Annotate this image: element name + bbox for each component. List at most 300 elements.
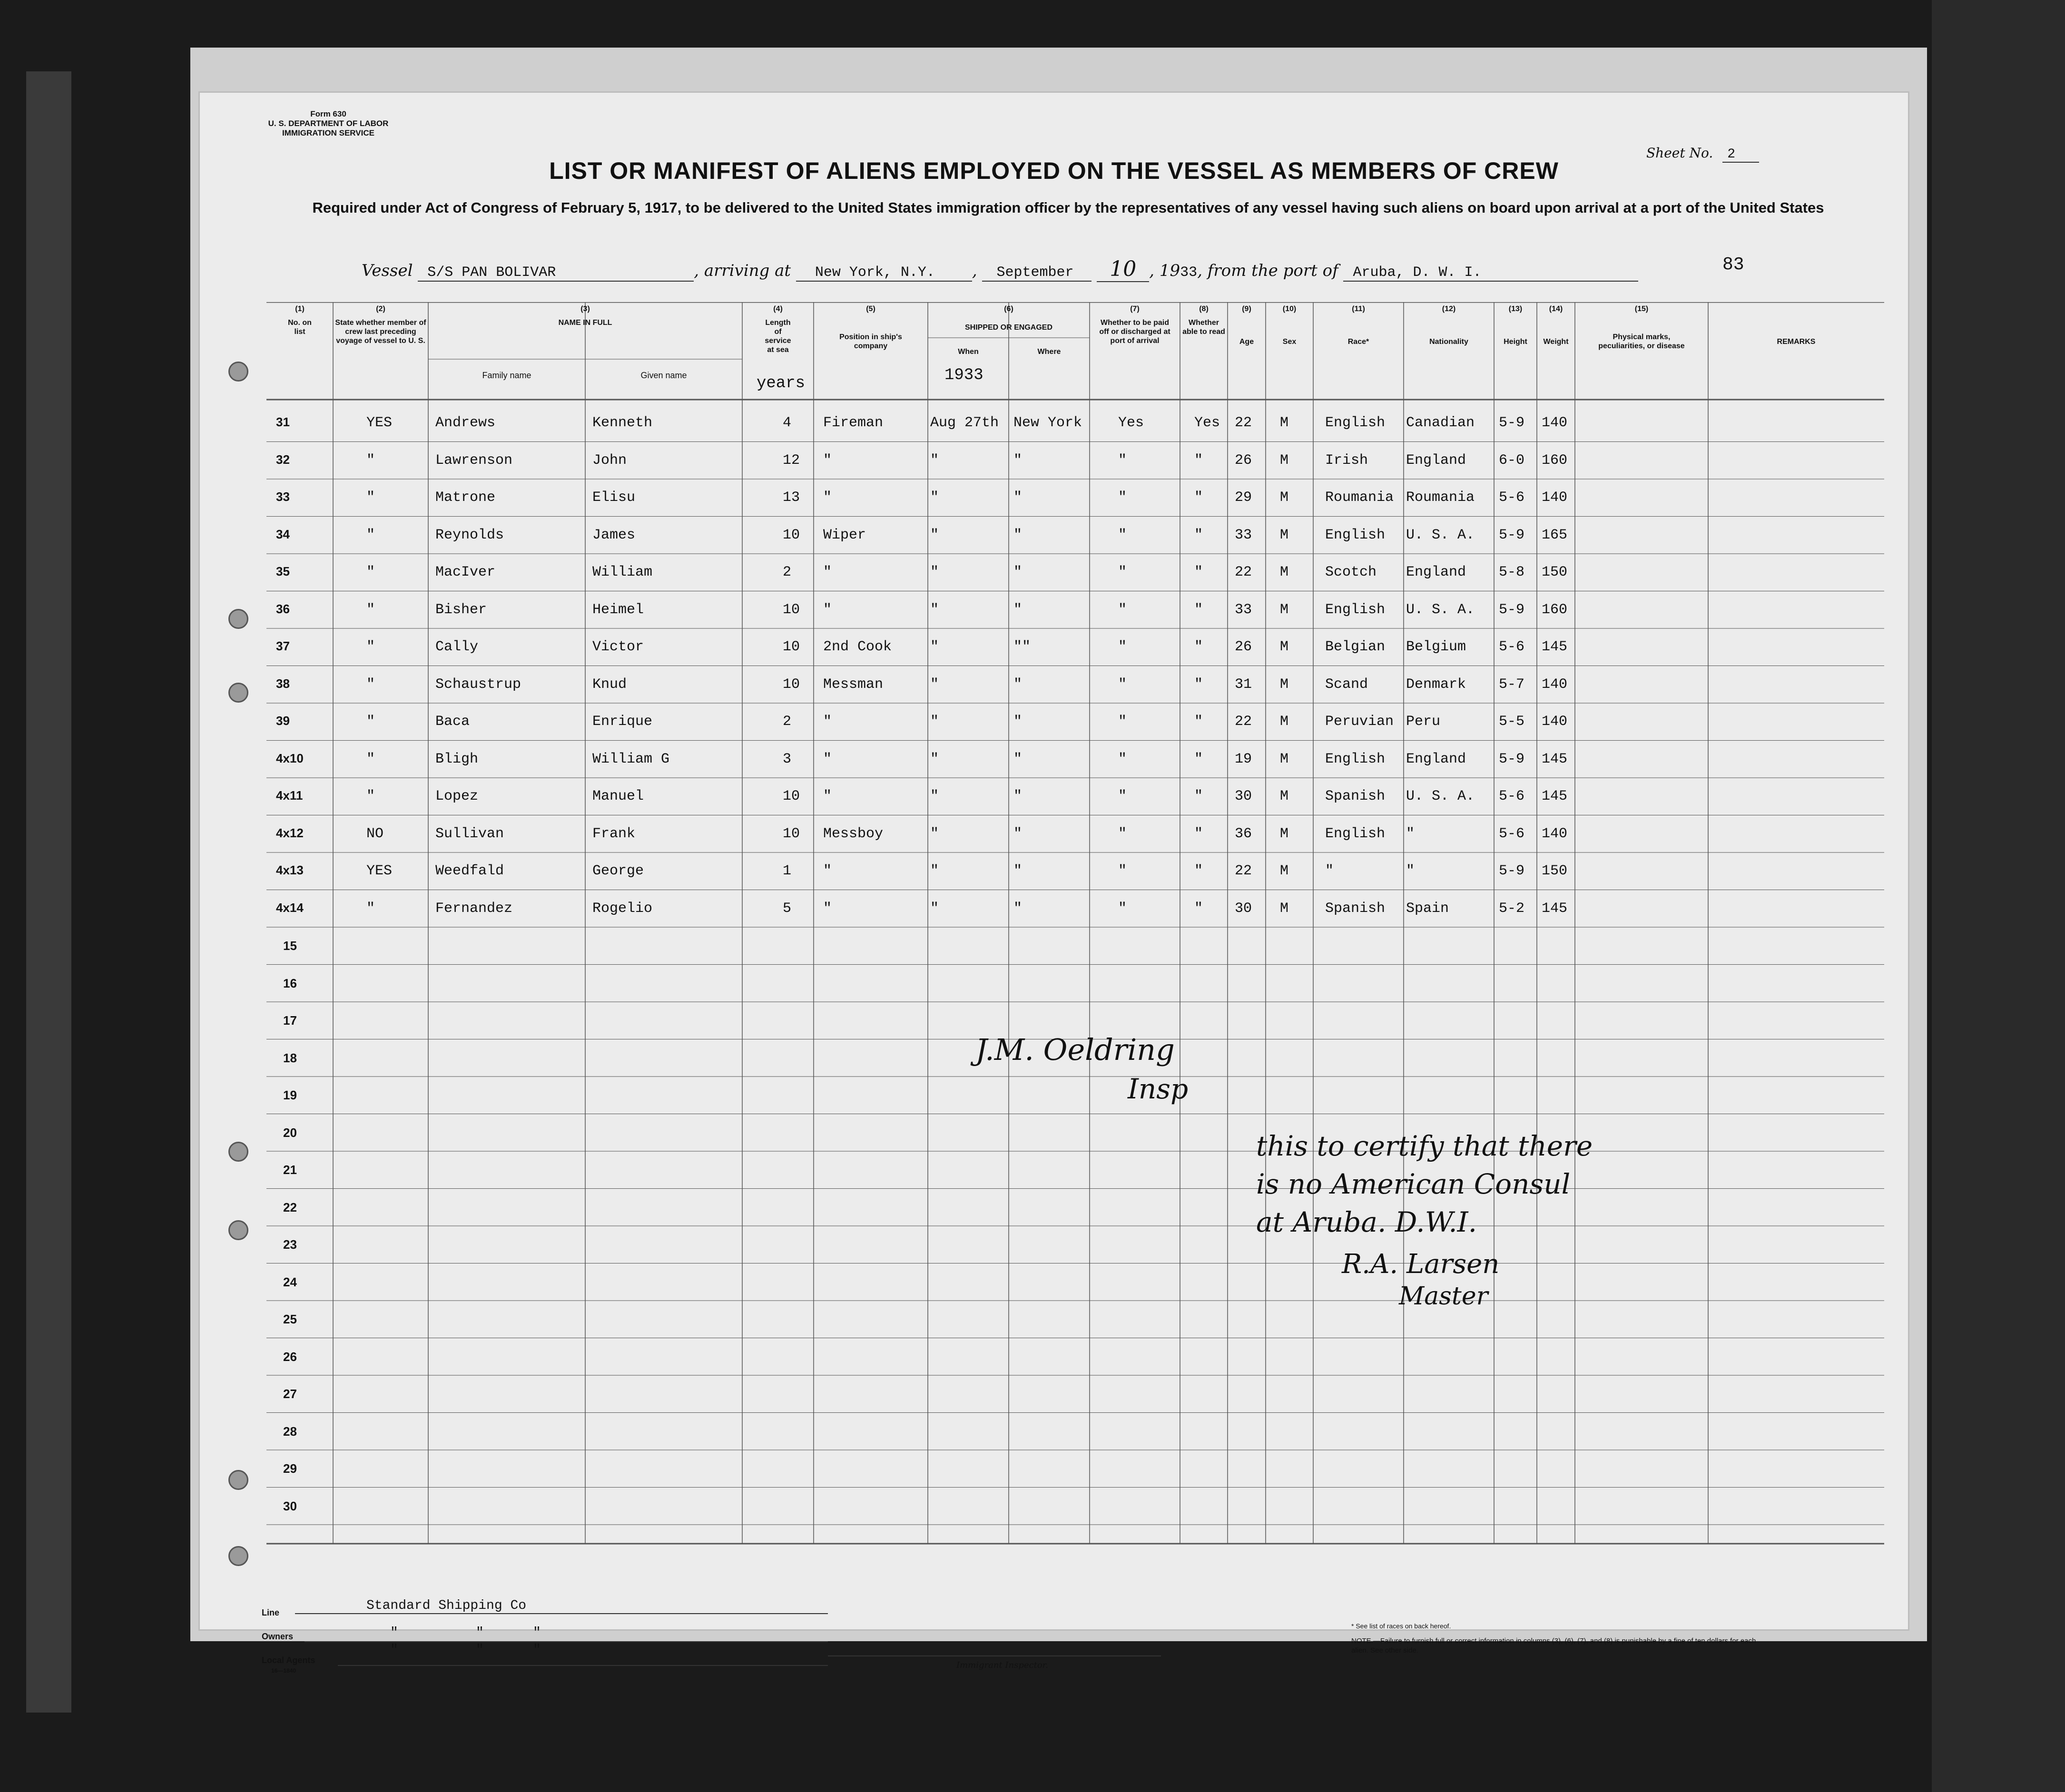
nationality-cell: Belgium [1406, 639, 1466, 655]
shipped-where-cell: " [1013, 601, 1023, 618]
sex-cell: M [1280, 452, 1289, 469]
weight-cell: 140 [1542, 415, 1568, 431]
age-cell: 33 [1235, 601, 1252, 618]
empty-row-number: 15 [283, 939, 297, 953]
agents-ditto-1: " [390, 1643, 398, 1657]
height-cell: 6-0 [1499, 452, 1525, 469]
able-to-read-cell: " [1194, 751, 1203, 767]
shipped-where-cell: New York [1013, 415, 1082, 431]
races-note: * See list of races on back hereof. [1351, 1622, 1451, 1630]
col7-header: (7) Whether to be paid off or discharged at port of arrival [1099, 305, 1170, 345]
shipped-where-cell: " [1013, 452, 1023, 469]
given-name-cell: Kenneth [592, 415, 653, 431]
binder-hole [228, 1546, 248, 1566]
position-cell: " [823, 751, 832, 767]
owners-ditto-1: " [390, 1626, 398, 1640]
prev-voyage-cell: YES [366, 863, 393, 879]
paid-off-cell: " [1118, 788, 1127, 804]
paid-off-cell: Yes [1118, 415, 1144, 431]
able-to-read-cell: " [1194, 863, 1203, 879]
shipped-where-cell: "" [1013, 639, 1031, 655]
binder-hole [228, 1470, 248, 1490]
given-name-cell: William G [592, 751, 670, 767]
shipped-when-cell: " [930, 900, 939, 917]
race-cell: English [1325, 415, 1386, 431]
owners-ditto-2: " [476, 1626, 484, 1640]
agents-line [338, 1665, 828, 1666]
prev-voyage-cell: " [366, 900, 375, 917]
shipped-where-cell: " [1013, 490, 1023, 506]
height-cell: 5-6 [1499, 490, 1525, 506]
empty-row-number: 27 [283, 1387, 297, 1401]
height-cell: 5-9 [1499, 527, 1525, 543]
vessel-name: S/S PAN BOLIVAR [418, 264, 694, 282]
weight-cell: 140 [1542, 714, 1568, 730]
sex-cell: M [1280, 788, 1289, 804]
weight-cell: 140 [1542, 825, 1568, 842]
age-cell: 22 [1235, 863, 1252, 879]
given-name-cell: Knud [592, 676, 627, 693]
col3a-header: Family name [482, 371, 531, 380]
col6a-year-note: 1933 [944, 366, 983, 384]
able-to-read-cell: " [1194, 527, 1203, 543]
col12-header: (12) Nationality [1429, 305, 1468, 346]
able-to-read-cell: " [1194, 714, 1203, 730]
row-number: 34 [276, 527, 290, 541]
age-cell: 29 [1235, 490, 1252, 506]
given-name-cell: John [592, 452, 627, 469]
col13-header: (13) Height [1504, 305, 1527, 346]
position-cell: " [823, 490, 832, 506]
position-cell: " [823, 863, 832, 879]
row-number: 36 [276, 601, 290, 616]
line-value: Standard Shipping Co [295, 1598, 828, 1614]
empty-row-number: 23 [283, 1237, 297, 1252]
paid-off-cell: " [1118, 564, 1127, 580]
col3-header: (3) NAME IN FULL [558, 305, 612, 327]
row-number: 38 [276, 676, 290, 691]
family-name-cell: Bisher [435, 601, 487, 618]
given-name-cell: Frank [592, 825, 636, 842]
empty-row-number: 26 [283, 1349, 297, 1364]
paid-off-cell: " [1118, 527, 1127, 543]
prev-voyage-cell: " [366, 676, 375, 693]
inspector-signature-line [828, 1655, 1161, 1656]
inspector-label: Immigrant Inspector. [956, 1660, 1049, 1670]
prev-voyage-cell: " [366, 452, 375, 469]
col8-header: (8) Whether able to read [1182, 305, 1225, 336]
shipped-where-cell: " [1013, 527, 1023, 543]
age-cell: 33 [1235, 527, 1252, 543]
sheet-number-label: Sheet No. [1646, 145, 1713, 161]
position-cell: " [823, 788, 832, 804]
col14-header: (14) Weight [1543, 305, 1569, 346]
shipped-when-cell: " [930, 714, 939, 730]
inspector-title: Insp [1128, 1073, 1189, 1105]
sex-cell: M [1280, 527, 1289, 543]
nationality-cell: England [1406, 751, 1466, 767]
row-number: 4x10 [276, 751, 304, 765]
age-cell: 22 [1235, 415, 1252, 431]
able-to-read-cell: " [1194, 825, 1203, 842]
race-cell: Spanish [1325, 788, 1386, 804]
nationality-cell: England [1406, 564, 1466, 580]
shipped-when-cell: " [930, 601, 939, 618]
family-name-cell: Matrone [435, 490, 496, 506]
weight-cell: 150 [1542, 564, 1568, 580]
weight-cell: 150 [1542, 863, 1568, 879]
sex-cell: M [1280, 676, 1289, 693]
sex-cell: M [1280, 900, 1289, 917]
paid-off-cell: " [1118, 452, 1127, 469]
nationality-cell: Canadian [1406, 415, 1475, 431]
years-at-sea-cell: 10 [783, 788, 800, 804]
voyage-line: Vessel S/S PAN BOLIVAR , arriving at New York, N.Y. , September 10 , 1933, from the port of Aruba, D. W. I. [362, 257, 1638, 282]
paid-off-cell: " [1118, 601, 1127, 618]
empty-row-number: 16 [283, 976, 297, 990]
row-number: 4x11 [276, 788, 303, 803]
agents-ditto-2: " [476, 1643, 484, 1657]
age-cell: 30 [1235, 788, 1252, 804]
given-name-cell: Rogelio [592, 900, 653, 917]
height-cell: 5-7 [1499, 676, 1525, 693]
sex-cell: M [1280, 564, 1289, 580]
certify-line-1: this to certify that there [1256, 1130, 1593, 1162]
year-suffix: 33 [1180, 264, 1198, 281]
page-number: 83 [1722, 255, 1744, 275]
master-title: Master [1399, 1282, 1488, 1311]
position-cell: " [823, 564, 832, 580]
page-title: LIST OR MANIFEST OF ALIENS EMPLOYED ON THE VESSEL AS MEMBERS OF CREW [549, 157, 1559, 184]
years-at-sea-cell: 2 [783, 714, 792, 730]
nationality-cell: U. S. A. [1406, 788, 1475, 804]
family-name-cell: Sullivan [435, 825, 504, 842]
department-name: U. S. DEPARTMENT OF LABOR [268, 119, 389, 128]
shipped-when-cell: " [930, 452, 939, 469]
scan-edge-right [1932, 0, 2065, 1792]
years-at-sea-cell: 1 [783, 863, 792, 879]
owners-ditto-3: " [533, 1626, 541, 1640]
prev-voyage-cell: " [366, 639, 375, 655]
scan-edge-left [26, 71, 71, 1713]
nationality-cell: England [1406, 452, 1466, 469]
col6-header: (6) SHIPPED OR ENGAGED [964, 305, 1053, 332]
nationality-cell: U. S. A. [1406, 527, 1475, 543]
weight-cell: 160 [1542, 452, 1568, 469]
nationality-cell: U. S. A. [1406, 601, 1475, 618]
col4-header: (4) Length of service at sea [765, 305, 791, 354]
years-at-sea-cell: 10 [783, 527, 800, 543]
sex-cell: M [1280, 490, 1289, 506]
paid-off-cell: " [1118, 714, 1127, 730]
manifest-sheet [200, 93, 1908, 1674]
given-name-cell: William [592, 564, 653, 580]
arrival-port: New York, N.Y. [796, 264, 972, 282]
form-number: Form 630 [310, 109, 346, 118]
nationality-cell: Denmark [1406, 676, 1466, 693]
sex-cell: M [1280, 751, 1289, 767]
able-to-read-cell: " [1194, 601, 1203, 618]
weight-cell: 160 [1542, 601, 1568, 618]
race-cell: English [1325, 601, 1386, 618]
shipped-when-cell: Aug 27th [930, 415, 999, 431]
age-cell: 22 [1235, 564, 1252, 580]
nationality-cell: " [1406, 863, 1415, 879]
age-cell: 26 [1235, 452, 1252, 469]
binder-hole [228, 362, 248, 382]
shipped-where-cell: " [1013, 863, 1023, 879]
race-cell: Scand [1325, 676, 1368, 693]
empty-row-number: 22 [283, 1200, 297, 1214]
shipped-when-cell: " [930, 527, 939, 543]
race-cell: " [1325, 863, 1334, 879]
able-to-read-cell: " [1194, 900, 1203, 917]
age-cell: 36 [1235, 825, 1252, 842]
shipped-where-cell: " [1013, 714, 1023, 730]
shipped-where-cell: " [1013, 564, 1023, 580]
col4-years-note: years [757, 374, 806, 392]
family-name-cell: Fernandez [435, 900, 513, 917]
sex-cell: M [1280, 714, 1289, 730]
weight-cell: 145 [1542, 639, 1568, 655]
height-cell: 5-9 [1499, 601, 1525, 618]
position-cell: 2nd Cook [823, 639, 892, 655]
position-cell: Fireman [823, 415, 884, 431]
row-number: 4x12 [276, 825, 304, 840]
prev-voyage-cell: " [366, 751, 375, 767]
age-cell: 22 [1235, 714, 1252, 730]
years-at-sea-cell: 5 [783, 900, 792, 917]
agents-label: Local Agents [262, 1655, 315, 1665]
col11-header: (11) Race* [1347, 305, 1369, 346]
form-identifier [257, 109, 400, 138]
race-cell: English [1325, 751, 1386, 767]
col3b-header: Given name [640, 371, 687, 380]
agents-code: 16—1840 [271, 1667, 296, 1674]
years-at-sea-cell: 12 [783, 452, 800, 469]
weight-cell: 145 [1542, 788, 1568, 804]
owners-line [305, 1641, 828, 1642]
table-grid-lines [266, 302, 1884, 1582]
vessel-label: Vessel [362, 261, 413, 280]
family-name-cell: Reynolds [435, 527, 504, 543]
binder-hole [228, 1220, 248, 1240]
given-name-cell: Enrique [592, 714, 653, 730]
shipped-where-cell: " [1013, 788, 1023, 804]
prev-voyage-cell: " [366, 564, 375, 580]
race-cell: Belgian [1325, 639, 1386, 655]
able-to-read-cell: " [1194, 639, 1203, 655]
nationality-cell: Roumania [1406, 490, 1475, 506]
years-at-sea-cell: 4 [783, 415, 792, 431]
race-cell: Scotch [1325, 564, 1377, 580]
position-cell: " [823, 714, 832, 730]
given-name-cell: James [592, 527, 636, 543]
position-cell: Messboy [823, 825, 884, 842]
age-cell: 19 [1235, 751, 1252, 767]
family-name-cell: Schaustrup [435, 676, 521, 693]
prev-voyage-cell: " [366, 490, 375, 506]
shipped-when-cell: " [930, 751, 939, 767]
nationality-cell: " [1406, 825, 1415, 842]
shipped-when-cell: " [930, 788, 939, 804]
weight-cell: 145 [1542, 751, 1568, 767]
family-name-cell: Cally [435, 639, 479, 655]
col16-header: REMARKS [1777, 338, 1816, 346]
col5-header: (5) Position in ship's company [839, 305, 902, 350]
row-number: 39 [276, 714, 290, 728]
position-cell: " [823, 601, 832, 618]
sex-cell: M [1280, 825, 1289, 842]
empty-row-number: 30 [283, 1498, 297, 1513]
arrival-day: 10 [1097, 257, 1149, 282]
row-number: 4x13 [276, 863, 304, 877]
height-cell: 5-6 [1499, 788, 1525, 804]
prev-voyage-cell: " [366, 601, 375, 618]
empty-row-number: 28 [283, 1424, 297, 1439]
weight-cell: 145 [1542, 900, 1568, 917]
height-cell: 5-9 [1499, 863, 1525, 879]
shipped-when-cell: " [930, 825, 939, 842]
empty-row-number: 20 [283, 1125, 297, 1140]
row-number: 33 [276, 490, 290, 504]
penalty-note: NOTE.—Failure to furnish full or correct information in columns (3), (6), (7), and (8) is punishable by a fine of ten dollars for each alien. See other side. [1351, 1637, 1756, 1655]
family-name-cell: Lopez [435, 788, 479, 804]
prev-voyage-cell: " [366, 527, 375, 543]
race-cell: English [1325, 825, 1386, 842]
family-name-cell: Bligh [435, 751, 479, 767]
departure-port: Aruba, D. W. I. [1343, 264, 1638, 282]
paid-off-cell: " [1118, 900, 1127, 917]
empty-row-number: 18 [283, 1050, 297, 1065]
weight-cell: 140 [1542, 490, 1568, 506]
height-cell: 5-5 [1499, 714, 1525, 730]
service-name: IMMIGRATION SERVICE [282, 128, 374, 137]
paid-off-cell: " [1118, 676, 1127, 693]
height-cell: 5-6 [1499, 825, 1525, 842]
age-cell: 31 [1235, 676, 1252, 693]
prev-voyage-cell: " [366, 714, 375, 730]
able-to-read-cell: " [1194, 490, 1203, 506]
binder-hole [228, 1142, 248, 1162]
paid-off-cell: " [1118, 863, 1127, 879]
empty-row-number: 19 [283, 1088, 297, 1102]
empty-row-number: 29 [283, 1461, 297, 1476]
shipped-when-cell: " [930, 490, 939, 506]
weight-cell: 140 [1542, 676, 1568, 693]
page-subtitle: Required under Act of Congress of February 5, 1917, to be delivered to the United States immigration officer by the representatives of any vessel having such aliens on board upon arrival at a port of the United States [312, 199, 1824, 216]
shipped-where-cell: " [1013, 751, 1023, 767]
paid-off-cell: " [1118, 825, 1127, 842]
sex-cell: M [1280, 639, 1289, 655]
height-cell: 5-9 [1499, 751, 1525, 767]
col15-header: (15) Physical marks, peculiarities, or disease [1598, 305, 1685, 350]
line-label: Line [262, 1608, 280, 1617]
years-at-sea-cell: 10 [783, 601, 800, 618]
certify-line-2: is no American Consul [1256, 1168, 1571, 1200]
shipped-when-cell: " [930, 676, 939, 693]
col1-header: (1) No. on list [288, 305, 312, 336]
race-cell: Roumania [1325, 490, 1394, 506]
sex-cell: M [1280, 601, 1289, 618]
able-to-read-cell: Yes [1194, 415, 1220, 431]
position-cell: " [823, 900, 832, 917]
given-name-cell: George [592, 863, 644, 879]
years-at-sea-cell: 2 [783, 564, 792, 580]
race-cell: Peruvian [1325, 714, 1394, 730]
able-to-read-cell: " [1194, 788, 1203, 804]
height-cell: 5-9 [1499, 415, 1525, 431]
race-cell: Spanish [1325, 900, 1386, 917]
position-cell: Messman [823, 676, 884, 693]
years-at-sea-cell: 10 [783, 676, 800, 693]
shipped-when-cell: " [930, 639, 939, 655]
shipped-when-cell: " [930, 863, 939, 879]
prev-voyage-cell: YES [366, 415, 393, 431]
empty-row-number: 25 [283, 1312, 297, 1326]
empty-row-number: 21 [283, 1163, 297, 1177]
given-name-cell: Heimel [592, 601, 644, 618]
col6b-header: Where [1037, 348, 1061, 356]
col6a-header: When [958, 348, 979, 356]
age-cell: 30 [1235, 900, 1252, 917]
row-number: 35 [276, 564, 290, 578]
height-cell: 5-8 [1499, 564, 1525, 580]
empty-row-number: 24 [283, 1274, 297, 1289]
master-signature: R.A. Larsen [1342, 1249, 1500, 1280]
race-cell: Irish [1325, 452, 1368, 469]
row-number: 32 [276, 452, 290, 467]
age-cell: 26 [1235, 639, 1252, 655]
manifest-table [266, 302, 1884, 1582]
row-number: 31 [276, 415, 290, 429]
prev-voyage-cell: " [366, 788, 375, 804]
binder-hole [228, 683, 248, 703]
binder-hole [228, 609, 248, 629]
weight-cell: 165 [1542, 527, 1568, 543]
sheet-number-value: 2 [1722, 147, 1759, 163]
arrival-month: September [982, 264, 1092, 282]
sex-cell: M [1280, 863, 1289, 879]
years-at-sea-cell: 3 [783, 751, 792, 767]
from-label: , from the port of [1197, 261, 1338, 280]
shipped-when-cell: " [930, 564, 939, 580]
paid-off-cell: " [1118, 490, 1127, 506]
shipped-where-cell: " [1013, 825, 1023, 842]
owners-label: Owners [262, 1632, 294, 1641]
prev-voyage-cell: NO [366, 825, 384, 842]
agents-ditto-3: " [533, 1643, 541, 1657]
shipped-where-cell: " [1013, 676, 1023, 693]
arriving-label: , arriving at [694, 261, 791, 280]
nationality-cell: Peru [1406, 714, 1441, 730]
shipped-where-cell: " [1013, 900, 1023, 917]
position-cell: " [823, 452, 832, 469]
family-name-cell: Baca [435, 714, 470, 730]
able-to-read-cell: " [1194, 564, 1203, 580]
empty-row-number: 17 [283, 1013, 297, 1028]
position-cell: Wiper [823, 527, 866, 543]
given-name-cell: Elisu [592, 490, 636, 506]
sex-cell: M [1280, 415, 1289, 431]
able-to-read-cell: " [1194, 676, 1203, 693]
row-number: 37 [276, 639, 290, 653]
inspector-signature: J.M. Oeldring [975, 1032, 1175, 1067]
years-at-sea-cell: 13 [783, 490, 800, 506]
given-name-cell: Manuel [592, 788, 644, 804]
family-name-cell: Weedfald [435, 863, 504, 879]
race-cell: English [1325, 527, 1386, 543]
